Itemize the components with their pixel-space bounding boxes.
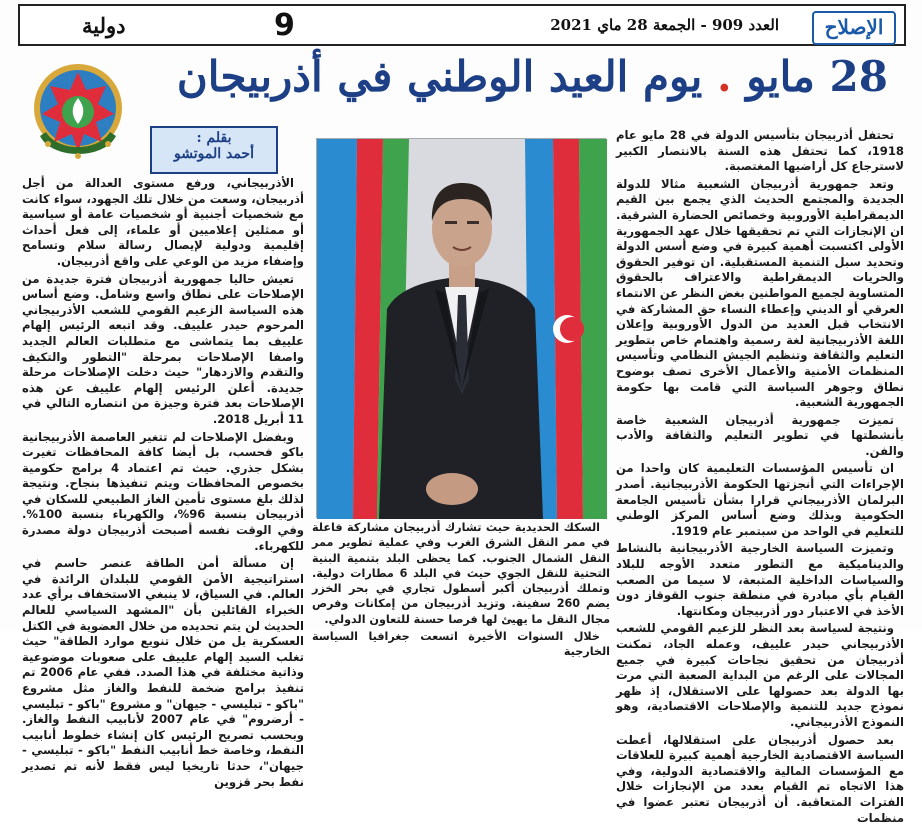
paragraph: تميزت جمهورية أذربيجان الشعبية خاصة بأنشطتها في تطوير التعليم والثقافة والأدب والفن. xyxy=(616,412,904,458)
section-name: دولية xyxy=(82,13,126,38)
author-name: أحمد الموتشو xyxy=(174,146,254,162)
author-box xyxy=(150,126,278,174)
article-headline xyxy=(148,52,888,114)
issue-info: العدد 909 - الجمعة 28 ماي 2021 xyxy=(550,16,779,34)
author-by-label: بقلم : xyxy=(196,130,232,146)
article-column-left xyxy=(22,176,304,789)
paragraph: تعيش حاليا جمهورية أذربيجان فترة جديدة من الإصلاحات على نطاق واسع وشامل. وضع أساس هذه السياسة الزعيم القومي للشعب الأذربيجاني المرحوم حيدر علييف. وقد اتبعه الرئيس إلهام علييف بما يتماشى مع متطلبات العالم الجديد واصفا الإصلاحات بمرحلة "التطور والتكيف والتقدم والازدهار" حيث دخلت الإصلاحات مرحلة جديدة. أعلن الرئيس إلهام علييف عن هذه الإصلاحات بعد فترة وجيزة من انتصاره التالي في 11 أبريل 2018. xyxy=(22,271,304,426)
paragraph: بعد حصول أذربيجان على استقلالها، أعطت السياسة الاقتصادية الخارجية أهمية كبيرة للعلاقات مع المؤسسات المالية والاقتصادية الدولية، وفي هذا الاتجاه تم القيام بعدد من الإنجازات خلال الفترات المتعاقبة. أن أذربيجان تعتبر عضوا في منظمات xyxy=(616,732,904,825)
paragraph: تحتفل أذربيجان بتأسيس الدولة في 28 مايو عام 1918، كما تحتفل هذه السنة بالانتصار الكبير لاسترجاع كل أراضيها المغتصبة. xyxy=(616,128,904,174)
paragraph: خلال السنوات الأخيرة اتسعت جغرافيا السياسة الخارجية xyxy=(312,630,610,659)
paragraph: وتعد جمهورية أذربيجان الشعبية مثالا للدولة الجديدة والمجتمع الحديث الذي يجمع بين القيم الديمقراطية الأوروبية وخصائص الحضارة الشرقية. ان الإنجازات التي تم تحقيقها خلال عهد الجمهورية الأولى اكتسبت أهمية كبيرة في وضع أسس الدولة وتحديد سبل التنمية المستقبلية. ان توفير الحقوق والحريات الديمقراطية والاعتراف بالحقوق المتساوية لجميع المواطنين بغض النظر عن الانتماء العرقي أو الديني وإعطاء النساء حق المشاركة في الانتخاب قبل العديد من الدول الأوروبية وإعلان اللغة الأذربيجانية لغة رسمية واهتمام خاص بتطوير التعليم والثقافة وتنظيم الجيش النظامي وتأسيس المنظمات الأمنية والأعمال الأخرى تصف بوضوح نطاق وجوهر السياسة التي قامت بها حكومة الجمهورية الشعبية. xyxy=(616,176,904,410)
article-column-center xyxy=(312,520,610,659)
headline-separator: . xyxy=(702,52,747,101)
azerbaijan-emblem-icon xyxy=(22,56,134,168)
paragraph: السكك الحديدية حيث تشارك أذربيجان مشاركة فاعلة في ممر النقل الشرق الغرب وفي عملية تطوير ممر النقل الشمال الجنوب. كما يحظى البلد بتنمية البنية التحتية للنقل الجوي حيث في البلد 6 مطارات دولية. وتملك أذربيجان أكبر أسطول تجاري في بحر الخزر يضم 260 سفينة. وتزيد أذربيجان من إمكانات وفرص مجال النقل ما يهيئ لها فرصا حسنة للتعاون الدولي. xyxy=(312,521,610,626)
paragraph: ان تأسيس المؤسسات التعليمية كان واحدا من الإجراءات التي أنجزتها الحكومة الأذربيجانية. أصدر البرلمان الأذربيجاني قرارا بشأن تأسيس الجامعة الحكومية وبذلك وضع أساس المركز الوطني للتعليم في الواحد من سبتمبر عام 1919. xyxy=(616,461,904,538)
paragraph: وبفضل الإصلاحات لم تتغير العاصمة الأذربيجانية باكو فحسب، بل أيضا كافة المحافظات تغيرت بشكل جذري. حيث تم اعتماد 4 برامج حكومية بخصوص المحافظات ويتم تنفيذها بنجاح. ونتيجة لذلك بلغ مستوى تأمين الغاز الطبيعي للسكان في أذربيجان بنسبة 96%، والكهرباء بنسبة 100%. وفي الوقت نفسه أصبحت أذربيجان دولة مصدرة للكهرباء. xyxy=(22,429,304,553)
paragraph: الأذربيجاني، ورفع مستوى العدالة من أجل أذربيجان، وسعت من خلال تلك الجهود، سواء كانت مع شخصيات أجنبية أو شخصيات عامة أو سياسية أو ممثلين إعلاميين أو علماء، إلى فعل أحداث إقليمية ودولية لإيصال رسالة سلام وتسامح وإضفاء مزيد من الوعي على واقع أذربيجان. xyxy=(22,176,304,268)
paragraph: ونتيجة لسياسة بعد النظر للزعيم القومي للشعب الأذربيجاني حيدر علييف، وعمله الجاد، تمكنت أذربيجان من تحقيق نجاحات كبيرة في جميع المجالات على الرغم من البداية الصعبة التي مرت بها الدولة بعد حصولها على الاستقلال، إذ ظهر نموذج جديد للتنمية والإصلاحات الاقتصادية، وهو النموذج الأذربيجاني. xyxy=(616,621,904,729)
page-number: 9 xyxy=(274,8,295,43)
page-header xyxy=(18,4,906,46)
article-column-right xyxy=(616,128,904,825)
paragraph: إن مسألة أمن الطاقة عنصر حاسم في استراتيجية الأمن القومي للبلدان الرائدة في العالم. في السياق، لا ينبغي الاستخفاف برأي عدد الخبراء القائلين بأن "المشهد السياسي للعالم الحديث لن يتم تحديده من خلال العضوية في الكتل العسكرية بل من خلال تنويع موارد الطاقة" حيث تغلب السيد إلهام علييف على صعوبات موضوعية وذاتية مختلفة في هذا الصدد. ففي عام 2006 تم تنفيذ برامج ضخمة للنفط والغاز مثل مشروع "باكو - تبليسي - جيهان" و مشروع "باكو - تبليسي - أرضروم" في عام 2007 لأنابيب النفط والغاز. وبحسب تصريح الرئيس كان إنشاء خطوط أنابيب النفط، وخاصة خط أنابيب النفط "باكو - تبليسي - جيهان"، حدثا تاريخيا ليس فقط لأنه تم تصدير نفط بحر قزوين xyxy=(22,556,304,789)
headline-title: يوم العيد الوطني في أذربيجان xyxy=(176,52,703,101)
article-photo xyxy=(316,138,606,518)
paragraph: وتميزت السياسة الخارجية الأذربيجانية بالنشاط والديناميكية مع التطور متعدد الأوجه للبلاد والسياسات الداخلية المتبعة، لا سيما من الصعب القيام بأي مبادرة في منطقة جنوب القوقاز دون الأخذ في الاعتبار دور أذربيجان ومكانتها. xyxy=(616,541,904,618)
newspaper-logo[interactable]: الإصلاح xyxy=(812,11,896,45)
headline-date: 28 مايو xyxy=(746,52,888,101)
president-photo-illustration xyxy=(317,139,607,519)
